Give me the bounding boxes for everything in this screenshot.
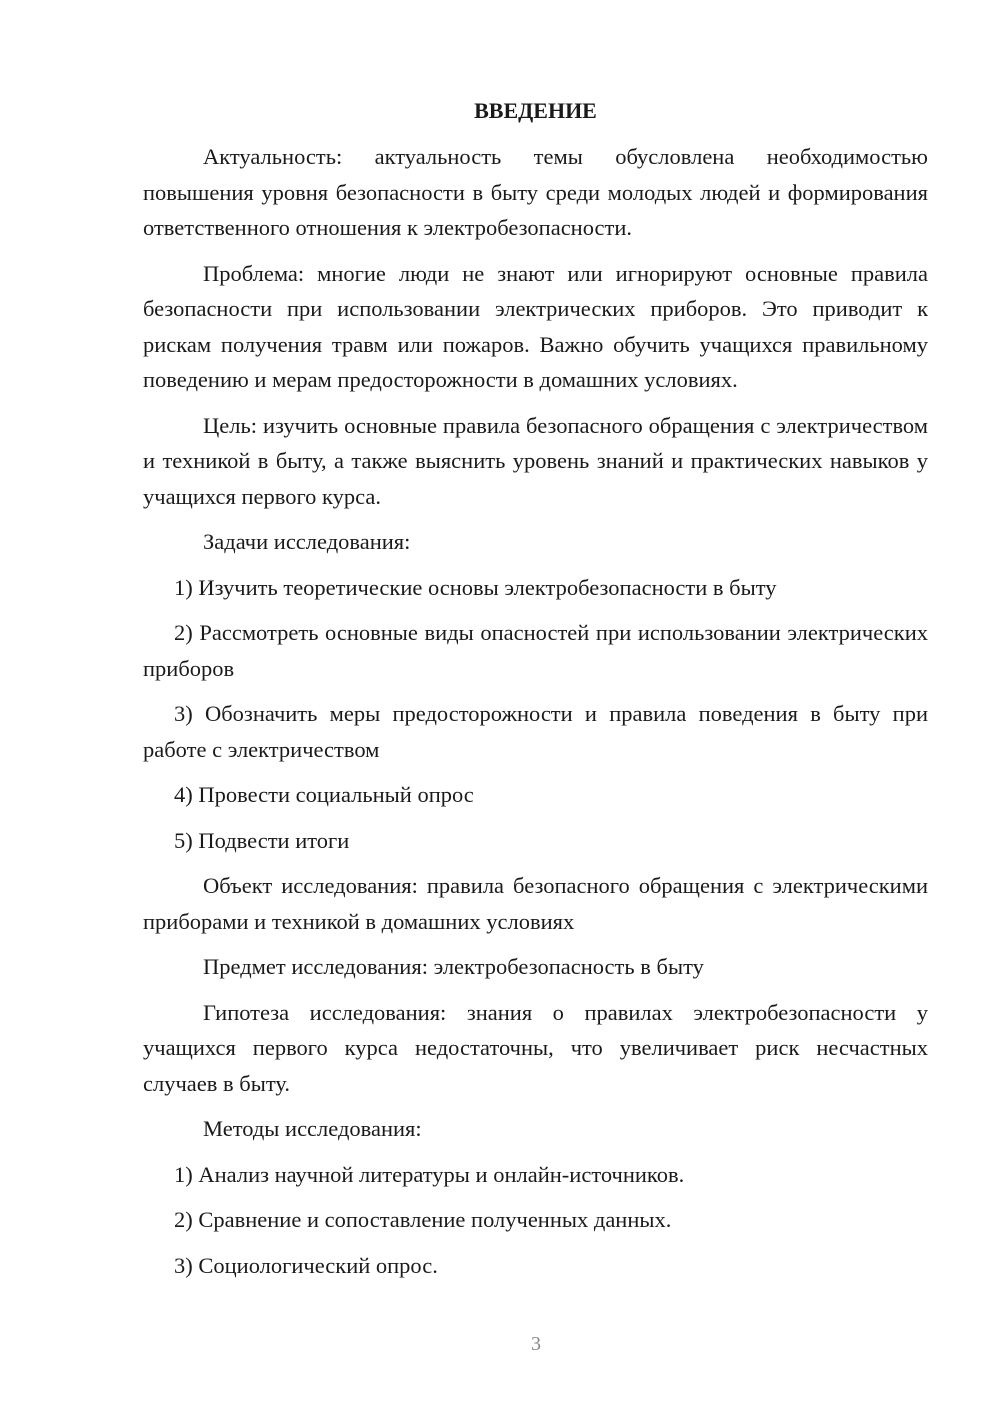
methods-heading: Методы исследования: (203, 1116, 422, 1141)
subject-paragraph: Предмет исследования: электробезопасность в быту (203, 954, 704, 979)
relevance-paragraph: Актуальность: актуальность темы обусловлена необходимостью повышения уровня безопасности в быту среди молодых людей и формирования ответственного отношения к электробезопасности. (143, 144, 928, 240)
task-item: 4) Провести социальный опрос (174, 782, 474, 807)
document-page (143, 93, 928, 1293)
method-item: 3) Социологический опрос. (174, 1252, 438, 1278)
section-title: ВВЕДЕНИЕ (474, 98, 597, 123)
method-item: 2) Сравнение и сопоставление полученных данных. (174, 1207, 672, 1232)
object-paragraph: Объект исследования: правила безопасного обращения с электрическими приборами и техникой в домашних условиях (143, 873, 928, 934)
method-item: 1) Анализ научной литературы и онлайн-источников. (174, 1161, 685, 1187)
problem-paragraph: Проблема: многие люди не знают или игнорируют основные правила безопасности при использовании электрических приборов. Это приводит к рискам получения травм или пожаров. Важно обучить учащихся правильному поведению и мерам предосторожности в домашних условиях. (143, 260, 928, 392)
task-item: 1) Изучить теоретические основы электробезопасности в быту (174, 574, 777, 600)
task-item: 5) Подвести итоги (174, 827, 350, 853)
task-item: 3) Обозначить меры предосторожности и правила поведения в быту при работе с электричеством (143, 701, 928, 762)
goal-paragraph: Цель: изучить основные правила безопасного обращения с электричеством и техникой в быту, а также выяснить уровень знаний и практических навыков у учащихся первого курса. (143, 412, 928, 509)
task-item: 2) Рассмотреть основные виды опасностей при использовании электрических приборов (143, 620, 928, 681)
tasks-heading: Задачи исследования: (203, 529, 411, 554)
page-number: 3 (531, 1333, 541, 1355)
hypothesis-paragraph: Гипотеза исследования: знания о правилах электробезопасности у учащихся первого курса недостаточны, что увеличивает риск несчастных случаев в быту. (143, 999, 928, 1096)
